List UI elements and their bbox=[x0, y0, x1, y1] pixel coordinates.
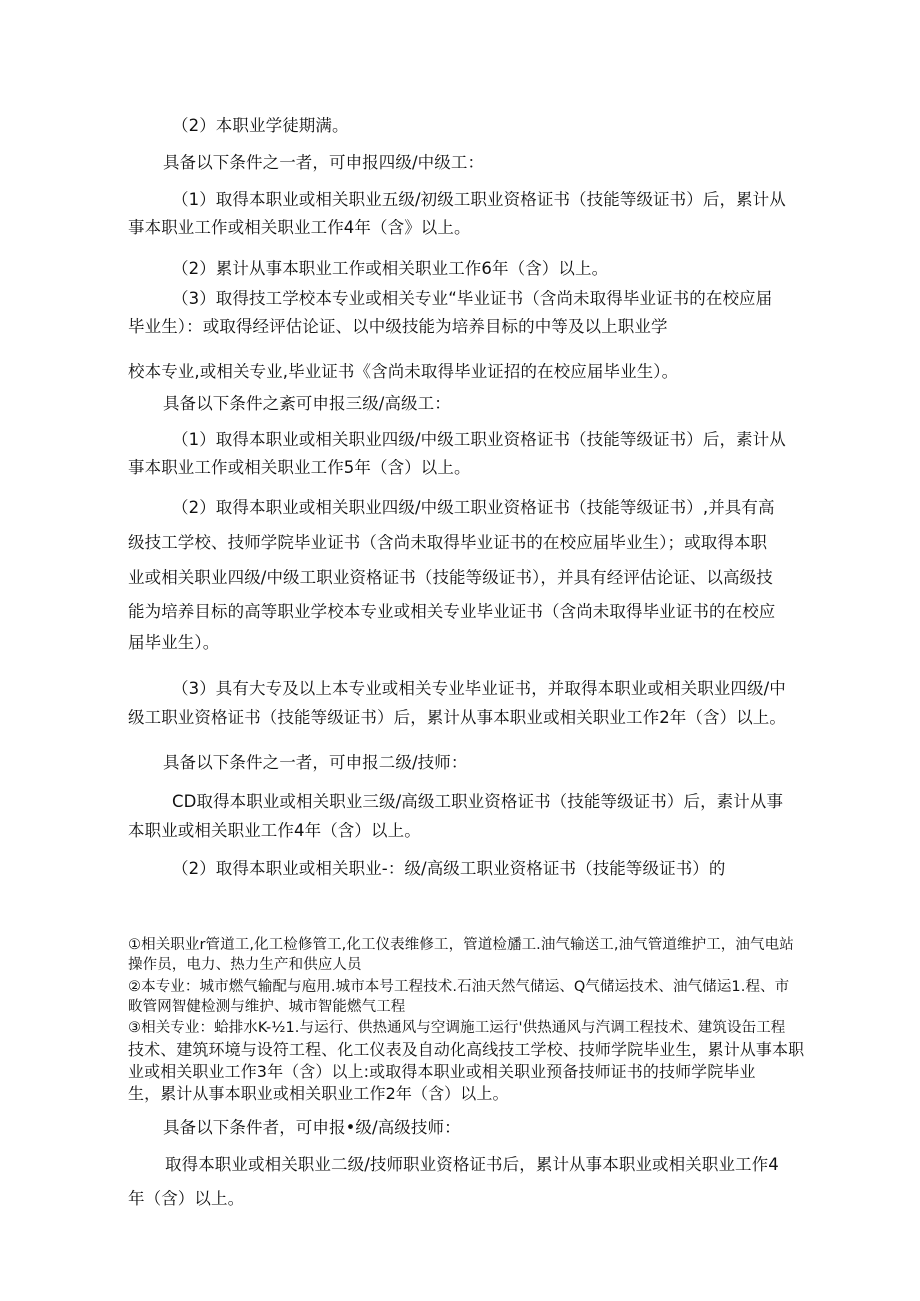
paragraph-line: 毕业生）：或取得经评估论证、以中级技能为培养目标的中等及以上职业学 bbox=[128, 317, 668, 336]
footnote-1-cont: 操作员，电力、热力生产和供应人员 bbox=[128, 957, 362, 973]
section-heading: 具备以下条件之一者，可申报二级/技师： bbox=[163, 753, 468, 772]
paragraph-line: （3）具有大专及以上本专业或相关专业毕业证书，并取得本职业或相关职业四级/中 bbox=[172, 679, 786, 698]
paragraph-line: 事本职业工作或相关职业工作5年（含）以上。 bbox=[128, 458, 471, 477]
paragraph-line: CD取得本职业或相关职业三级/高级工职业资格证书（技能等级证书）后，素计从事 bbox=[172, 792, 784, 811]
paragraph-line: 校本专业,或相关专业,毕业证书《含尚未取得毕业证招的在校应届毕业生）。 bbox=[128, 362, 679, 381]
paragraph-line: 级工职业资格证书（技能等级证书）后，累计从事本职业或相关职业工作2年（含）以上。 bbox=[128, 708, 786, 727]
paragraph-line: （2）取得本职业或相关职业-：级/高级工职业资格证书（技能等级证书）的 bbox=[172, 859, 726, 878]
paragraph-line: 能为培养目标的高等职业学校本专业或相关专业毕业证书（含尚未取得毕业证书的在校应 bbox=[128, 602, 776, 621]
paragraph-line: （2）本职业学徒期满。 bbox=[172, 116, 349, 135]
footnote-2: ②本专业：城市燃气输配与庖用.城市本号工程技术.石油天然气储运、Q气储运技术、油气储运1.程、市 bbox=[128, 979, 790, 995]
paragraph-line: 业或相关职业四级/中级工职业资格证书（技能等级证书），并具有经评估论证、以高级技 bbox=[128, 568, 773, 587]
paragraph-line: 取得本职业或相关职业二级/技师职业资格证书后，累计从事本职业或相关职业工作4 bbox=[165, 1155, 779, 1174]
footnote-1: ①相关职业r管道工,化工检修管工,化工仪表维修工，管道检旙工.油气输送工,油气管道维护工，油气电站 bbox=[128, 937, 794, 953]
paragraph-line: （3）取得技工学校本专业或相关专业“毕业证书（含尚未取得毕业证书的在校应届 bbox=[172, 289, 773, 308]
section-heading: 具备以下条件之紊可申报三级/高级工： bbox=[163, 394, 451, 413]
paragraph-line: 届毕业生）。 bbox=[128, 633, 220, 652]
paragraph-line: 本职业或相关职业工作4年（含）以上。 bbox=[128, 821, 421, 840]
paragraph-line: 事本职业工作或相关职业工作4年（含》以上。 bbox=[128, 218, 471, 237]
footnote-3-cont: 业或相关职业工作3年（含）以上:或取得本职业或相关职业预备技师证书的技师学院毕业 bbox=[128, 1062, 756, 1081]
section-heading: 具备以下条件者，可申报•级/高级技师： bbox=[163, 1118, 461, 1137]
footnote-2-cont: 畋管网智健检测与维护、城市智能燃气工程 bbox=[128, 999, 406, 1015]
paragraph-line: （1）取得本职业或相关职业四级/中级工职业资格证书（技能等级证书）后，素计从 bbox=[172, 430, 786, 449]
paragraph-line: （1）取得本职业或相关职业五级/初级工职业资格证书（技能等级证书）后，累计从 bbox=[172, 190, 786, 209]
paragraph-line: 级技工学校、技师学院毕业证书（含尚未取得毕业证书的在校应届毕业生）；或取得本职 bbox=[128, 533, 768, 552]
footnote-3-cont: 生，累计从事本职业或相关职业工作2年（含）以上。 bbox=[128, 1084, 509, 1103]
section-heading: 具备以下条件之一者，可申报四级/中级工： bbox=[163, 153, 485, 172]
paragraph-line: （2）取得本职业或相关职业四级/中级工职业资格证书（技能等级证书）,并具有高 bbox=[172, 498, 775, 517]
footnote-3-cont: 技术、建筑环境与设符工程、化工仪表及自动化高线技工学校、技师学院毕业生，累计从事本职 bbox=[128, 1040, 805, 1059]
paragraph-line: （2）累计从事本职业工作或相关职业工作6年（含）以上。 bbox=[172, 259, 609, 278]
paragraph-line: 年（含）以上。 bbox=[128, 1189, 245, 1208]
footnote-3: ③相关专业：蛤排水K-½1.与运行、供热通风与空调施工运行'供热通风与汽调工程技术、建筑设缶工程 bbox=[128, 1020, 786, 1036]
